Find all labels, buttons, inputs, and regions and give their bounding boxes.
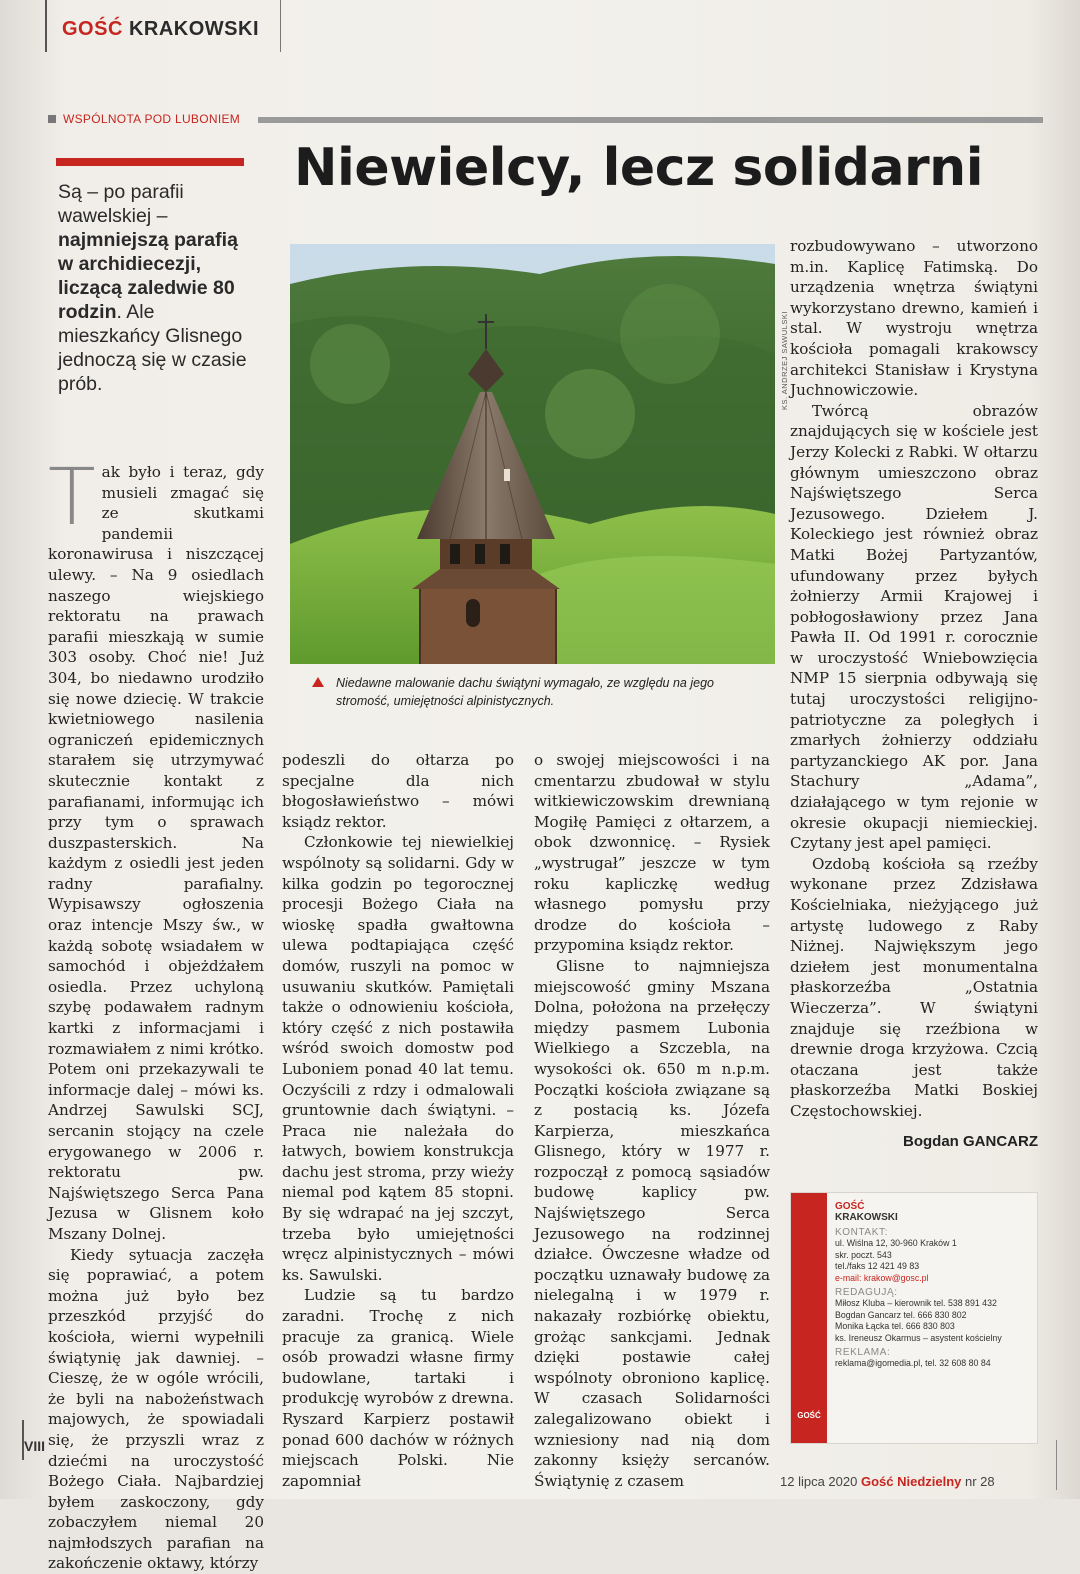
section-rule — [258, 117, 1043, 123]
lead-dot: . — [116, 301, 122, 323]
col1-para1 — [48, 453, 264, 1245]
lead-part2: Ale mieszkańcy Glisnego jednoczą się w czasie prób. — [58, 301, 247, 395]
lead-part1: Są – po parafii wawelskiej – — [58, 181, 184, 227]
contact-brand-krakowski: KRAKOWSKI — [835, 1212, 898, 1223]
contact-reklama-label: REKLAMA: — [835, 1347, 891, 1359]
section-square-icon — [48, 115, 56, 123]
col2-para3: Ludzie są tu bardzo zaradni. Trochę z nich pracuje za granicą. Wiele osób prowadzi własne firmy budowlane, tartaki i produkcję wyrobów z drewna. Ryszard Karpierz postawił ponad 600 dachów w różnych miejscach Polski. Nie zapomniał — [282, 1286, 515, 1490]
contact-brand — [835, 1201, 1031, 1223]
col2-para1: podeszli do ołtarza po specjalne dla nich błogosławieństwo – mówi ksiądz rektor. — [282, 751, 514, 831]
contact-email[interactable]: e-mail: krakow@gosc.pl — [835, 1272, 929, 1283]
contact-editor-4: ks. Ireneusz Okarmus – asystent kościelny — [835, 1332, 1002, 1343]
section-tag-label: WSPÓLNOTA POD LUBONIEM — [63, 112, 241, 126]
footer-magazine: Gość Niedzielny — [860, 1474, 962, 1489]
contact-inner — [835, 1201, 1031, 1370]
col3-para1: o swojej miejscowości i na cmentarzu zbudował w stylu witkiewiczowskim drewnianą Mogiłę Pamięci z ołtarzem, a obok dzwonnicę. – Rysiek „wystrugał” jeszcze w tym roku kapliczkę według własnego pomysłu przy drodze do kościoła – przypomina ksiądz rektor. — [534, 751, 770, 955]
header-right-rule — [280, 0, 281, 52]
column-4 — [790, 236, 1038, 1152]
photo-credit: KS. ANDRZEJ SAWULSKI — [780, 311, 789, 410]
col3-para2: Glisne to najmniejsza miejscowość gminy Mszana Dolna, położona na przełęczy między pasmem Lubonia Wielkiego a Szczebla, na wysokości ok. 650 m n.p.m. Początki kościoła związane są z postacią ks. Józefa Karpierza, mieszkańca Glisnego, który w 1977 r. rozpoczął z pomocą sąsiadów budowę kaplicy pw. Najświętszego Serca Jezusowego na rodzinnej działce. Ówczesne władze od początku uznawały budowę za nielegalną i w 1979 r. nakazały rozbiórkę obiektu, grożąc sankcjami. Jednak dzięki postawie całej wspólnoty obroniono kaplicę. W czasach Solidarności zalegalizowano obiekt i wzniesiony nad nią dom zakonny księży sercanów. Świątynię z czasem — [534, 956, 770, 1490]
article-title: Niewielcy, lecz solidarni — [294, 138, 984, 198]
photo-caption — [312, 674, 752, 710]
contact-red-bar — [791, 1193, 827, 1443]
footer-issue: nr 28 — [965, 1474, 995, 1489]
contact-brand-gosc: GOŚĆ — [835, 1201, 865, 1212]
contact-editor-2: Bogdan Gancarz tel. 666 830 802 — [835, 1309, 967, 1320]
col2-para2: Członkowie tej niewielkiej wspólnoty są solidarni. Gdy w kilka godzin po tegorocznej procesji Bożego Ciała na wioskę spadła gwałtowna ulewa podtapiająca część domów, ruszyli na pomoc w usuwaniu skutków. Pamiętali także o odnowieniu kościoła, który część z nich postawiła wśród swoich domostw pod Luboniem ponad 40 lat temu. Oczyścili z rdzy i odmalowali gruntownie dach świątyni. – Praca nie należała do łatwych, bowiem konstrukcja dachu jest stroma, przy wieży niemal pod kątem 85 stopni. By się wdrapać na jej szczyt, trzeba było umiejętności wręcz alpinistycznych – mówi ks. Sawulski. — [282, 833, 514, 1284]
footer-rule — [1056, 1440, 1057, 1490]
contact-phone: tel./faks 12 421 49 83 — [835, 1261, 920, 1272]
column-2 — [282, 750, 514, 1491]
col4-para3: Ozdobą kościoła są rzeźby wykonane przez Zdzisława Kościelniaka, nieżyjącego już artystę ludowego z Raby Niżnej. Największym jego dziełem jest monumentalna płaskorzeźba „Ostatnia Wieczerza”. W świątyni znajduje się rzeźbiona w drewnie droga krzyżowa. Czcią otaczana jest także płaskorzeźba Matki Boskiej Częstochowskiej. — [790, 854, 1038, 1120]
article-author: Bogdan GANCARZ — [903, 1132, 1038, 1150]
page-number: VIII — [24, 1438, 46, 1454]
contact-redaguja-label: REDAGUJĄ: — [835, 1287, 898, 1299]
header-left-rule — [45, 0, 47, 52]
lead-bold: najmniejszą parafią w archidiecezji, liczącą zaledwie 80 rodzin — [58, 229, 238, 323]
church-photo-illustration — [290, 244, 775, 664]
contact-box — [790, 1192, 1038, 1444]
caption-triangle-icon — [312, 677, 324, 687]
col1-para1-text: ak było i teraz, gdy musieli zmagać się ze skutkami pandemii koronawirusa i niszczącej ulewy. – Na 9 osiedlach naszego wiejskiego rektoratu na prawach parafii mieszkają w sumie 303 osoby. Choć nie! Już 304, bo niedawno urodziło się nowe dziecię. W trakcie kwietniowego nasilenia ograniczeń epidemicznych starałem się utrzymywać skutecznie kontakt z parafianami, informując ich przy tym o sprawach duszpasterskich. Na każdym z osiedli jest jeden radny parafialny. Wypisawszy ogłoszenia oraz intencje Mszy św., w każdą sobotę wsiadałem w samochód i objeżdżałem osiedla. Przez uchyloną szybę podawałem radnym kartki z informacjami i rozmawiałem z nimi krótko. Potem oni przekazywali te informacje dalej – mówi ks. Andrzej Sawulski SCJ, sercanin stojący na czele erygowanego w 2006 r. rektoratu pw. Najświętszego Serca Pana Jezusa w Glisnem koło Mszany Dolnej. — [48, 463, 264, 1243]
contact-ad: reklama@igomedia.pl, tel. 32 608 80 84 — [835, 1358, 991, 1369]
drop-cap: T — [48, 453, 96, 543]
church-photo — [290, 244, 775, 664]
footer-date: 12 lipca 2020 — [780, 1474, 858, 1489]
col1-para2: Kiedy sytuacja zaczęła się poprawiać, a potem można już było bez przeszkód przyjść do kościoła, wierni wypełnili świątynię jak dawniej. – Cieszę, że w ogóle wrócili, że byli na nabożeństwach majowych, że spowiadali się, że przyszli wraz z dziećmi na uroczystość Bożego Ciała. Najbardziej byłem zaskoczony, gdy zobaczyłem niemal 20 najmłodszych parafian na zakończenie oktawy, którzy — [48, 1245, 264, 1573]
contact-kontakt-label: KONTAKT: — [835, 1227, 888, 1238]
contact-address1: ul. Wiślna 12, 30-960 Kraków 1 — [835, 1238, 957, 1249]
contact-logo: GOŚĆ — [797, 1411, 821, 1420]
brand-krakowski: KRAKOWSKI — [128, 18, 260, 40]
article-lead — [58, 180, 258, 396]
column-1 — [48, 453, 264, 1574]
brand-gosc: GOŚĆ — [62, 18, 123, 40]
lead-accent-bar — [56, 158, 244, 166]
col4-para1: rozbudowywano – utworzono m.in. Kaplicę Fatimską. Do urządzenia wnętrza świątyni wykorzystano drewno, kamień i stal. W wystroju wnętrza kościoła pomagali krakowscy architekci Stanisław i Krystyna Juchnowiczowie. — [790, 237, 1038, 400]
section-tag — [48, 112, 240, 126]
caption-text: Niedawne malowanie dachu świątyni wymagało, ze względu na jego stromość, umiejętności alpinistycznych. — [336, 676, 714, 708]
header-brand — [62, 18, 259, 41]
footer-issue-line — [780, 1474, 995, 1489]
col4-para2: Twórcą obrazów znajdujących się w kościele jest Jerzy Kolecki z Rabki. W ołtarzu głównym umieszczono obraz Najświętszego Serca Jezusowego. Dziełem J. Koleckiego jest również obraz Matki Bożej Partyzantów, ufundowany przez byłych żołnierzy Armii Krajowej i pobłogosławiony przez Jana Pawła II. Od 1991 r. corocznie w uroczystość Wniebowzięcia NMP 15 sierpnia odbywają się tutaj uroczystości religijno-patriotyczne za poległych i zmarłych żołnierzy oddziału partyzanckiego AK por. Jana Stachury „Adama”, działającego w tym rejonie w okresie okupacji niemieckiej. Czytany jest apel pamięci. — [790, 401, 1038, 853]
contact-address2: skr. poczt. 543 — [835, 1249, 892, 1260]
contact-editor-1: Miłosz Kluba – kierownik tel. 538 891 432 — [835, 1298, 997, 1309]
column-3 — [534, 750, 770, 1491]
contact-editor-3: Monika Łącka tel. 666 830 803 — [835, 1321, 955, 1332]
